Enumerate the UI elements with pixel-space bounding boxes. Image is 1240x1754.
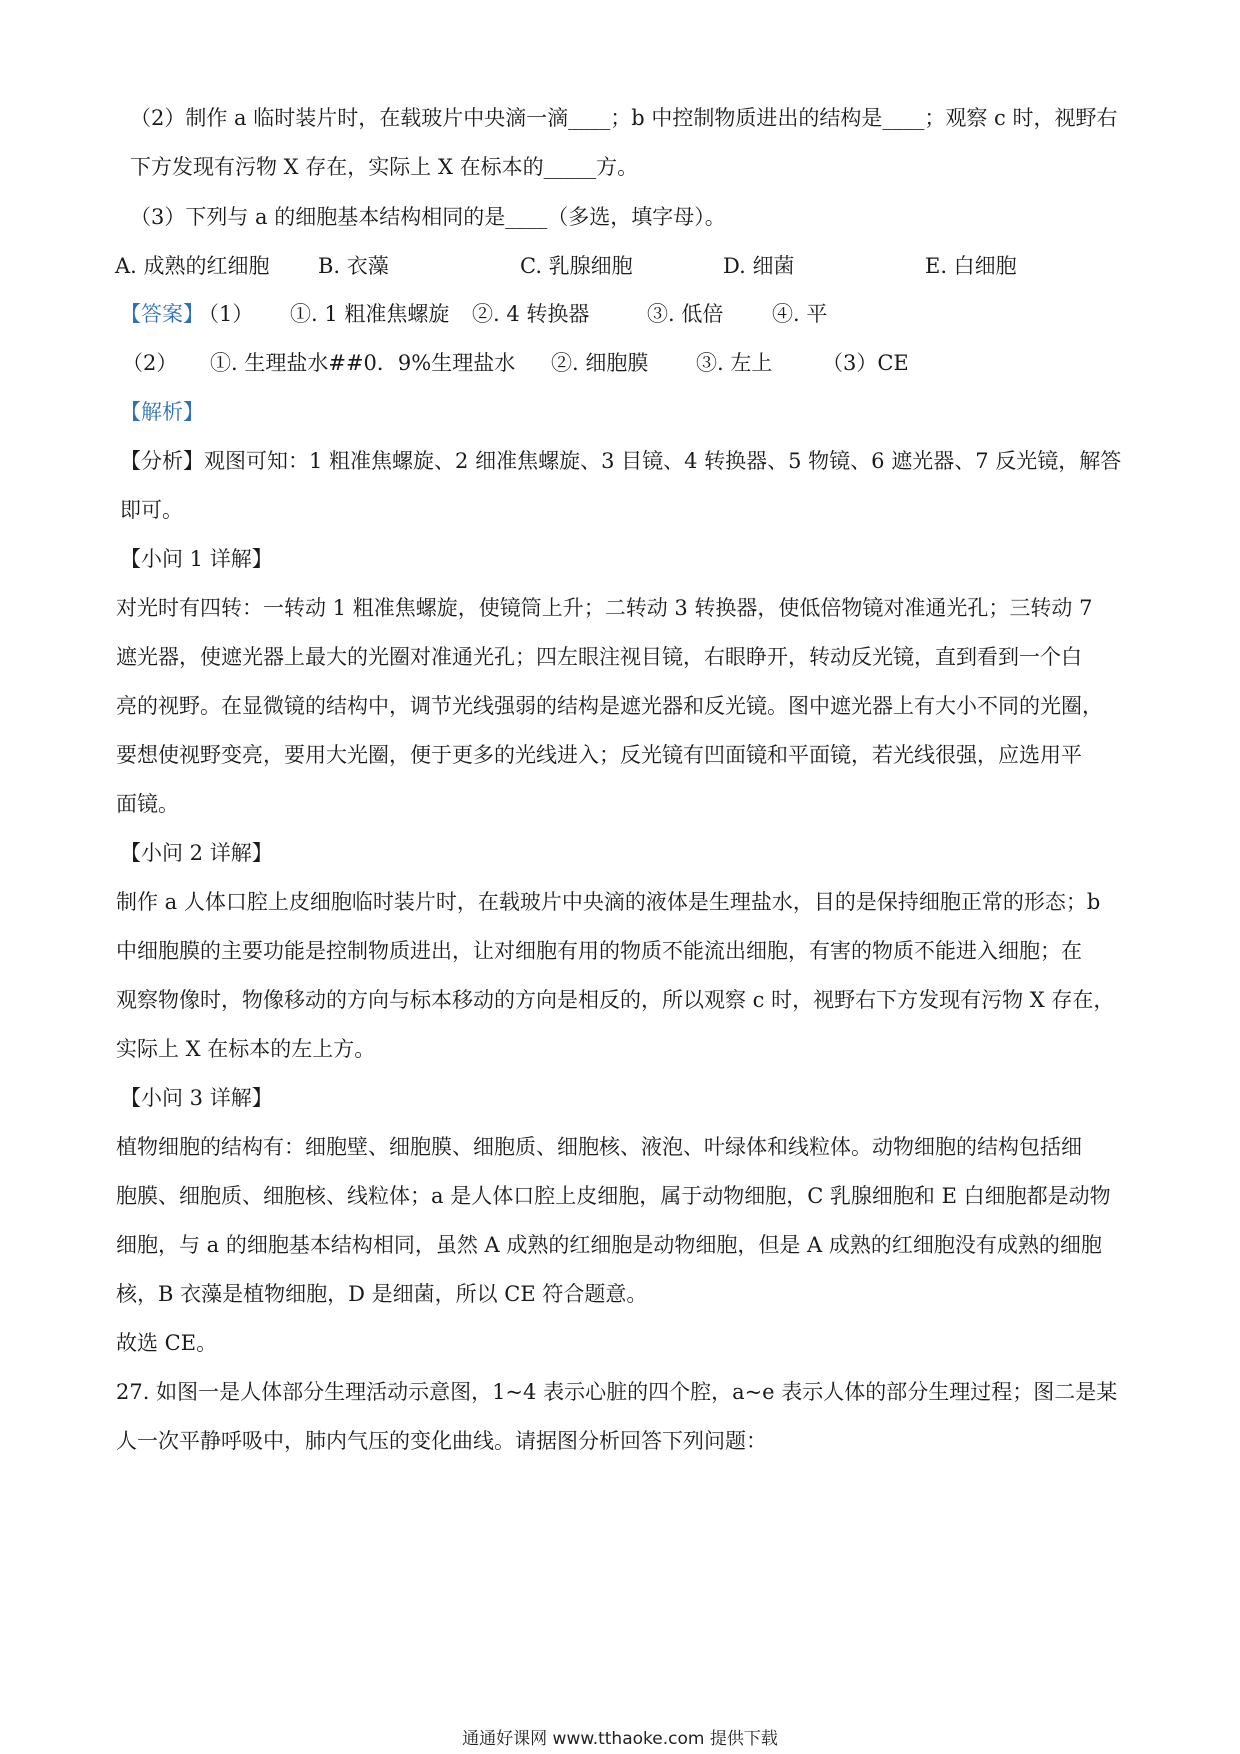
- option-c: C. 乳腺细胞: [520, 254, 633, 278]
- q1-text-line: 要想使视野变亮，要用大光圈，便于更多的光线进入；反光镜有凹面镜和平面镜，若光线很强，应选用平: [116, 743, 1082, 767]
- q3-stem: （3）下列与 a 的细胞基本结构相同的是____（多选，填字母）。: [130, 205, 726, 229]
- q2-text-line: 中细胞膜的主要功能是控制物质进出，让对细胞有用的物质不能流出细胞，有害的物质不能进入细胞；在: [116, 939, 1082, 963]
- analysis-label: 【解析】: [120, 400, 204, 424]
- q3-text-line: 胞膜、细胞质、细胞核、线粒体；a 是人体口腔上皮细胞，属于动物细胞，C 乳腺细胞和 E 白细胞都是动物: [116, 1184, 1111, 1208]
- footer-source-text: 通通好课网 www.tthaoke.com 提供下载: [462, 1729, 778, 1749]
- answer-row1-item-2: ②. 4 转换器: [472, 302, 590, 326]
- q3-text-line: 核，B 衣藻是植物细胞，D 是细菌，所以 CE 符合题意。: [116, 1282, 648, 1306]
- q2-text-line: 制作 a 人体口腔上皮细胞临时装片时，在载玻片中央滴的液体是生理盐水，目的是保持细胞正常的形态；b: [116, 890, 1101, 914]
- q1-text-line: 面镜。: [116, 792, 179, 816]
- q2-text-line: 实际上 X 在标本的左上方。: [116, 1037, 376, 1061]
- answer-row1-item-3: ③. 低倍: [647, 302, 724, 326]
- q3-text-line: 细胞，与 a 的细胞基本结构相同，虽然 A 成熟的红细胞是动物细胞，但是 A 成熟的红细胞没有成熟的细胞: [116, 1233, 1102, 1257]
- q2-line-2: 下方发现有污物 X 存在，实际上 X 在标本的_____方。: [130, 155, 639, 179]
- answer-row1-prefix: （1）: [198, 302, 254, 326]
- analysis-intro-1: 【分析】观图可知：1 粗准焦螺旋、2 细准焦螺旋、3 目镜、4 转换器、5 物镜、6 遮光器、7 反光镜，解答: [120, 449, 1122, 473]
- q1-text-line: 对光时有四转：一转动 1 粗准焦螺旋，使镜筒上升；二转动 3 转换器，使低倍物镜对准通光孔；三转动 7: [116, 596, 1093, 620]
- option-d: D. 细菌: [723, 254, 795, 278]
- analysis-intro-2: 即可。: [120, 498, 183, 522]
- answer-label: 【答案】: [120, 302, 204, 326]
- option-b: B. 衣藻: [318, 254, 389, 278]
- answer-row2-item-1: ①. 生理盐水##0．9%生理盐水: [210, 351, 516, 375]
- q1-text-line: 亮的视野。在显微镜的结构中，调节光线强弱的结构是遮光器和反光镜。图中遮光器上有大小不同的光圈，: [116, 694, 1103, 718]
- answer-row2-item-2: ②. 细胞膜: [551, 351, 649, 375]
- q2-line-1: （2）制作 a 临时装片时，在载玻片中央滴一滴____；b 中控制物质进出的结构是____；观察 c 时，视野右: [130, 106, 1118, 130]
- q3-text-line: 植物细胞的结构有：细胞壁、细胞膜、细胞质、细胞核、液泡、叶绿体和线粒体。动物细胞的结构包括细: [116, 1135, 1082, 1159]
- q1-text-line: 遮光器，使遮光器上最大的光圈对准通光孔；四左眼注视目镜，右眼睁开，转动反光镜，直到看到一个白: [116, 645, 1082, 669]
- answer-row2-item-4: （3）CE: [822, 351, 909, 375]
- q1-heading: 【小问 1 详解】: [120, 547, 273, 571]
- q3-text-line: 故选 CE。: [116, 1331, 218, 1355]
- question-27-line-2: 人一次平静呼吸中，肺内气压的变化曲线。请据图分析回答下列问题：: [116, 1429, 767, 1453]
- q3-heading: 【小问 3 详解】: [120, 1086, 273, 1110]
- answer-row1-item-1: ①. 1 粗准焦螺旋: [290, 302, 450, 326]
- option-a: A. 成熟的红细胞: [115, 254, 270, 278]
- q2-text-line: 观察物像时，物像移动的方向与标本移动的方向是相反的，所以观察 c 时，视野右下方发现有污物 X 存在，: [116, 988, 1115, 1012]
- option-e: E. 白细胞: [925, 254, 1017, 278]
- answer-row2-item-3: ③. 左上: [696, 351, 773, 375]
- q2-heading: 【小问 2 详解】: [120, 841, 273, 865]
- answer-row2-prefix: （2）: [122, 351, 178, 375]
- answer-row1-item-4: ④. 平: [772, 302, 828, 326]
- question-27-line-1: 27. 如图一是人体部分生理活动示意图，1~4 表示心脏的四个腔，a~e 表示人体的部分生理过程；图二是某: [116, 1380, 1118, 1404]
